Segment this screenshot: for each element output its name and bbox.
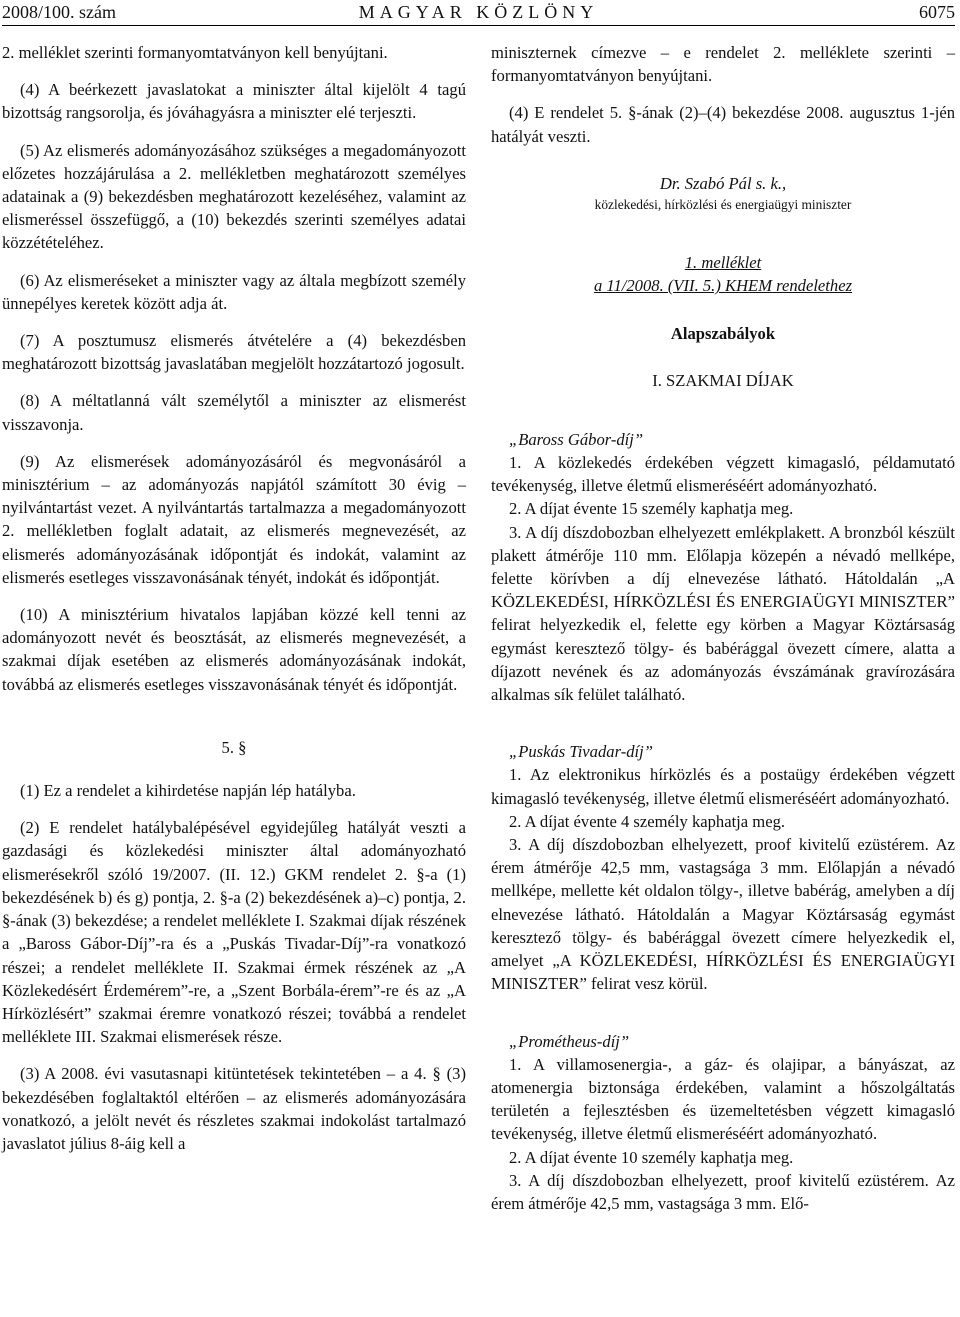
annex-reference: a 11/2008. (VII. 5.) KHEM rendelethez [593,276,853,296]
paragraph: (6) Az elismeréseket a miniszter vagy az általa megbízott személy ünnepélyes keretek között adja át. [2,270,466,313]
journal-title: MAGYAR KÖZLÖNY [358,2,599,22]
paragraph: 2. A díjat évente 4 személy kaphatja meg. [509,811,786,831]
paragraph: 1. A közlekedés érdekében végzett kimagasló, példamutató tevékenység, illetve életmű elismeréséért adományozható. [491,453,955,496]
paragraph: (3) A 2008. évi vasutasnapi kitüntetések tekintetében – a 4. § (3) bekezdésében foglaltaktól eltérően – az elismerés adományozására vonatkozó, a jelölt nevét és részletes szakmai indokolást tartalmazó javaslatot július 8-áig kell a [2,1064,466,1153]
section-heading: 5. § [221,737,247,757]
award-title: „Puskás Tivadar-díj” [509,742,653,762]
paragraph: (2) E rendelet hatálybalépésével egyidejűleg hatályát veszti a gazdasági és közlekedési miniszter által adományozható elismerésekről szóló 19/2007. (II. 12.) GKM rendelet 2. §-a (1) bekezdésének b) és g) pontja, 2. §-a (2) bekezdésének a)–c) pontja, 2. §-ának (3) bekezdése; a rendelet melléklete I. Szakmai díjak részének a „Baross Gábor-Díj”-ra és a „Puskás Tivadar-Díj”-ra vonatkozó részei; a rendelet melléklete II. Szakmai érmek részének az „A Közlekedésért Érdemérem”-re, a „Szent Borbála-érem”-re és az „A Hírközlésért” szakmai éremre vonatkozó részei; továbbá a rendelet melléklete III. Szakmai elismerések része. [2,818,466,1047]
paragraph: (5) Az elismerés adományozásához szükséges a megadományozott előzetes hozzájárulása a 2. mellékletben meghatározott személyes adatainak a (9) bekezdésben meghatározott kezeléséhez, valamint az elismeréssel összefüggő, a (10) bekezdés szerinti személyes adatai közzétételéhez. [2,140,466,253]
issue-number: 2008/100. szám [2,2,116,22]
paragraph: 2. A díjat évente 10 személy kaphatja meg. [509,1147,794,1167]
award-title: „Baross Gábor-díj” [509,429,644,449]
paragraph: 3. A díj díszdobozban elhelyezett, proof kivitelű ezüstérem. Az érem átmérője 42,5 mm, vastagsága 3 mm. Előlapján a névadó mellképe, mellette két oldalon tölgy-, illetve babérág, amelyben a díj elnevezése látható. Hátoldalán a Magyar Köztársaság egymást keresztező tölgy- és babérággal övezett címere helyezkedik el, amelyet „A KÖZLEKEDÉSI, HÍRKÖZLÉSI ÉS ENERGIAÜGYI MINISZTER” felirat vesz körül. [491,835,955,994]
page-header [2,0,955,26]
paragraph: (4) E rendelet 5. §-ának (2)–(4) bekezdése 2008. augusztus 1-jén hatályát veszti. [491,103,955,146]
signer-name: Dr. Szabó Pál s. k., [659,173,787,193]
paragraph: (8) A méltatlanná vált személytől a miniszter az elismerést visszavonja. [2,391,466,434]
paragraph: 1. Az elektronikus hírközlés és a postaügy érdekében végzett kimagasló tevékenység, illetve életmű elismeréséért adományozható. [491,765,955,808]
paragraph: (9) Az elismerések adományozásáról és megvonásáról a minisztérium – az adományozás napjától számított 30 évig – nyilvántartást vezet. A nyilvántartás tartalmazza a megadományozott 2. mellékletben foglalt adatait, az elismerés megnevezését, az elismerés adományozásának időpontját és indokát, valamint az elismerés esetleges visszavonásának tényét, indokát és időpontját. [2,451,466,587]
paragraph: 3. A díj díszdobozban elhelyezett, proof kivitelű ezüstérem. Az érem átmérője 42,5 mm, vastagsága 3 mm. Elő- [491,1170,955,1213]
paragraph: (4) A beérkezett javaslatokat a miniszter által kijelölt 4 tagú bizottság rangsorolja, és jóváhagyásra a miniszter elé terjeszti. [2,80,466,123]
left-column [2,41,466,1155]
paragraph: 2. A díjat évente 15 személy kaphatja meg. [509,499,794,519]
annex-label: 1. melléklet [684,253,762,273]
paragraph: 2. melléklet szerinti formanyomtatványon kell benyújtani. [2,43,388,62]
paragraph: 3. A díj díszdobozban elhelyezett emlékplakett. A bronzból készült plakett átmérője 110 mm. Előlapja közepén a névadó mellképe, felette körívben a díj elnevezése látható. Hátoldalán „A KÖZLEKEDÉSI, HÍRKÖZLÉSI ÉS ENERGIAÜGYI MINISZTER” felirat helyezkedik el, felette egy körben a Magyar Köztársaság egymást keresztező tölgy- és babérággal övezett címere, alatta a díjazott nevének és az adományozás évszámának gravírozására alkalmas sík felület található. [491,522,955,705]
right-column [491,41,955,1215]
award-title: „Prométheus-díj” [509,1031,630,1051]
paragraph: (10) A minisztérium hivatalos lapjában közzé kell tenni az adományozott nevét és beosztását, az elismerés megnevezését, a szakmai díjak esetében az elismerés adományozásának indokát, továbbá az elismerés esetleges visszavonásának tényét és időpontját. [2,605,466,694]
paragraph: miniszternek címezve – e rendelet 2. melléklete szerinti – formanyomtatványon benyújtani. [491,43,955,86]
paragraph: 1. A villamosenergia-, a gáz- és olajipar, a bányászat, az atomenergia biztonsága érdekében, valamint a hőszolgáltatás területén a fejlesztésben és üzemeltetésben végzett kimagasló tevékenység, illetve életmű elismeréséért adományozható. [491,1054,955,1144]
paragraph: (1) Ez a rendelet a kihirdetése napján lép hatályba. [20,781,356,801]
paragraph: (7) A posztumusz elismerés átvételére a (4) bekezdésben meghatározott bizottság javaslatában megjelölt hozzátartozó jogosult. [2,331,466,374]
document-title: Alapszabályok [670,324,776,344]
signer-title: közlekedési, hírközlési és energiaügyi miniszter [594,197,852,213]
page-number: 6075 [919,2,955,22]
chapter-heading: I. SZAKMAI DÍJAK [652,370,794,390]
